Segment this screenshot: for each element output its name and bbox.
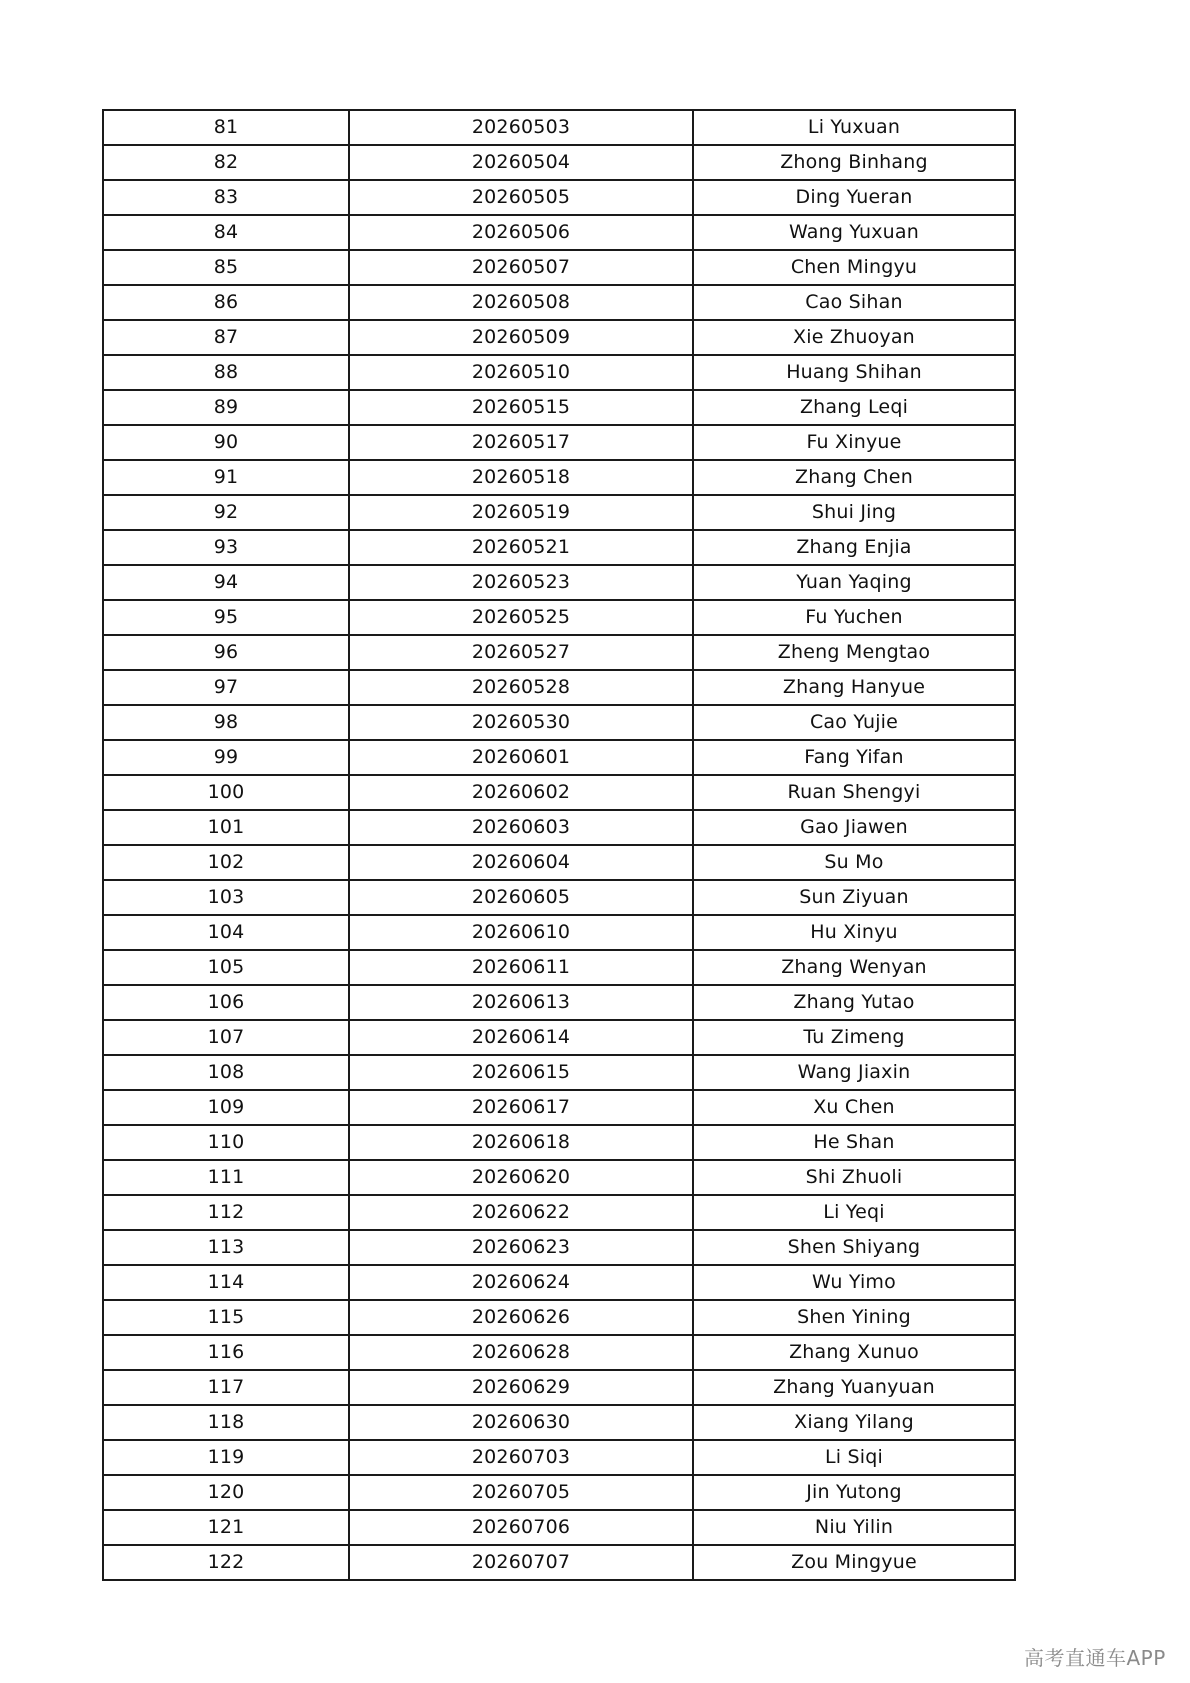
table-row (103, 670, 1015, 705)
student-id-cell: 20260624 (349, 1265, 693, 1300)
student-name-cell: Su Mo (693, 845, 1015, 880)
student-id-cell: 20260605 (349, 880, 693, 915)
table-row (103, 530, 1015, 565)
row-number-cell: 93 (103, 530, 349, 565)
row-number-cell: 85 (103, 250, 349, 285)
student-name-cell: Zou Mingyue (693, 1545, 1015, 1580)
row-number-cell: 103 (103, 880, 349, 915)
table-row (103, 915, 1015, 950)
row-number-cell: 99 (103, 740, 349, 775)
student-id-cell: 20260629 (349, 1370, 693, 1405)
student-id-cell: 20260503 (349, 110, 693, 145)
row-number-cell: 119 (103, 1440, 349, 1475)
row-number-cell: 101 (103, 810, 349, 845)
table-row (103, 1125, 1015, 1160)
table-row (103, 460, 1015, 495)
student-id-cell: 20260623 (349, 1230, 693, 1265)
student-name-cell: Ding Yueran (693, 180, 1015, 215)
student-id-cell: 20260528 (349, 670, 693, 705)
student-id-cell: 20260515 (349, 390, 693, 425)
student-name-cell: Fu Xinyue (693, 425, 1015, 460)
row-number-cell: 96 (103, 635, 349, 670)
student-id-cell: 20260523 (349, 565, 693, 600)
student-id-cell: 20260626 (349, 1300, 693, 1335)
table-row (103, 1475, 1015, 1510)
student-name-cell: Zhang Yutao (693, 985, 1015, 1020)
row-number-cell: 100 (103, 775, 349, 810)
student-name-cell: Li Yuxuan (693, 110, 1015, 145)
table-row (103, 1265, 1015, 1300)
row-number-cell: 91 (103, 460, 349, 495)
watermark-text: 高考直通车APP (1024, 1646, 1166, 1670)
student-id-cell: 20260707 (349, 1545, 693, 1580)
student-id-cell: 20260620 (349, 1160, 693, 1195)
student-name-cell: Huang Shihan (693, 355, 1015, 390)
student-name-cell: Xiang Yilang (693, 1405, 1015, 1440)
student-name-cell: Xu Chen (693, 1090, 1015, 1125)
student-name-cell: Shui Jing (693, 495, 1015, 530)
row-number-cell: 83 (103, 180, 349, 215)
student-name-cell: Zhang Enjia (693, 530, 1015, 565)
table-row (103, 1335, 1015, 1370)
student-name-cell: He Shan (693, 1125, 1015, 1160)
row-number-cell: 84 (103, 215, 349, 250)
student-id-cell: 20260518 (349, 460, 693, 495)
student-id-cell: 20260602 (349, 775, 693, 810)
table-row (103, 110, 1015, 145)
row-number-cell: 92 (103, 495, 349, 530)
row-number-cell: 89 (103, 390, 349, 425)
row-number-cell: 87 (103, 320, 349, 355)
table-row (103, 1370, 1015, 1405)
roster-table-body (103, 110, 1015, 1580)
row-number-cell: 112 (103, 1195, 349, 1230)
row-number-cell: 94 (103, 565, 349, 600)
table-row (103, 320, 1015, 355)
student-name-cell: Ruan Shengyi (693, 775, 1015, 810)
student-id-cell: 20260613 (349, 985, 693, 1020)
student-name-cell: Chen Mingyu (693, 250, 1015, 285)
row-number-cell: 117 (103, 1370, 349, 1405)
student-name-cell: Cao Yujie (693, 705, 1015, 740)
student-id-cell: 20260705 (349, 1475, 693, 1510)
table-row (103, 880, 1015, 915)
row-number-cell: 111 (103, 1160, 349, 1195)
table-row (103, 810, 1015, 845)
table-row (103, 600, 1015, 635)
table-row (103, 1405, 1015, 1440)
table-row (103, 565, 1015, 600)
table-row (103, 250, 1015, 285)
student-id-cell: 20260628 (349, 1335, 693, 1370)
row-number-cell: 86 (103, 285, 349, 320)
table-row (103, 1160, 1015, 1195)
student-name-cell: Tu Zimeng (693, 1020, 1015, 1055)
row-number-cell: 113 (103, 1230, 349, 1265)
student-name-cell: Zhang Hanyue (693, 670, 1015, 705)
student-name-cell: Li Siqi (693, 1440, 1015, 1475)
student-name-cell: Zhang Yuanyuan (693, 1370, 1015, 1405)
table-row (103, 1440, 1015, 1475)
student-name-cell: Shi Zhuoli (693, 1160, 1015, 1195)
table-row (103, 495, 1015, 530)
table-row (103, 950, 1015, 985)
student-name-cell: Wang Yuxuan (693, 215, 1015, 250)
student-name-cell: Yuan Yaqing (693, 565, 1015, 600)
row-number-cell: 90 (103, 425, 349, 460)
student-name-cell: Xie Zhuoyan (693, 320, 1015, 355)
row-number-cell: 120 (103, 1475, 349, 1510)
student-name-cell: Zheng Mengtao (693, 635, 1015, 670)
student-id-cell: 20260610 (349, 915, 693, 950)
table-row (103, 1300, 1015, 1335)
student-id-cell: 20260618 (349, 1125, 693, 1160)
row-number-cell: 108 (103, 1055, 349, 1090)
student-id-cell: 20260603 (349, 810, 693, 845)
student-name-cell: Sun Ziyuan (693, 880, 1015, 915)
row-number-cell: 102 (103, 845, 349, 880)
student-id-cell: 20260506 (349, 215, 693, 250)
table-row (103, 1545, 1015, 1580)
row-number-cell: 115 (103, 1300, 349, 1335)
row-number-cell: 81 (103, 110, 349, 145)
student-id-cell: 20260617 (349, 1090, 693, 1125)
row-number-cell: 88 (103, 355, 349, 390)
student-name-cell: Shen Shiyang (693, 1230, 1015, 1265)
student-id-cell: 20260521 (349, 530, 693, 565)
table-row (103, 390, 1015, 425)
table-row (103, 1090, 1015, 1125)
row-number-cell: 116 (103, 1335, 349, 1370)
student-id-cell: 20260519 (349, 495, 693, 530)
student-id-cell: 20260622 (349, 1195, 693, 1230)
student-name-cell: Li Yeqi (693, 1195, 1015, 1230)
student-name-cell: Cao Sihan (693, 285, 1015, 320)
student-id-cell: 20260614 (349, 1020, 693, 1055)
roster-table (102, 109, 1016, 1581)
row-number-cell: 114 (103, 1265, 349, 1300)
table-row (103, 1230, 1015, 1265)
student-name-cell: Wu Yimo (693, 1265, 1015, 1300)
row-number-cell: 109 (103, 1090, 349, 1125)
row-number-cell: 95 (103, 600, 349, 635)
student-id-cell: 20260504 (349, 145, 693, 180)
student-id-cell: 20260507 (349, 250, 693, 285)
student-id-cell: 20260530 (349, 705, 693, 740)
student-id-cell: 20260611 (349, 950, 693, 985)
student-id-cell: 20260505 (349, 180, 693, 215)
student-id-cell: 20260525 (349, 600, 693, 635)
student-id-cell: 20260508 (349, 285, 693, 320)
row-number-cell: 82 (103, 145, 349, 180)
student-id-cell: 20260509 (349, 320, 693, 355)
row-number-cell: 98 (103, 705, 349, 740)
table-row (103, 145, 1015, 180)
student-id-cell: 20260510 (349, 355, 693, 390)
student-name-cell: Gao Jiawen (693, 810, 1015, 845)
table-row (103, 740, 1015, 775)
table-row (103, 425, 1015, 460)
table-row (103, 180, 1015, 215)
student-name-cell: Fu Yuchen (693, 600, 1015, 635)
student-id-cell: 20260703 (349, 1440, 693, 1475)
table-row (103, 215, 1015, 250)
row-number-cell: 97 (103, 670, 349, 705)
student-name-cell: Zhang Xunuo (693, 1335, 1015, 1370)
student-name-cell: Zhang Leqi (693, 390, 1015, 425)
student-name-cell: Jin Yutong (693, 1475, 1015, 1510)
table-row (103, 1020, 1015, 1055)
student-name-cell: Zhang Chen (693, 460, 1015, 495)
student-id-cell: 20260615 (349, 1055, 693, 1090)
student-id-cell: 20260527 (349, 635, 693, 670)
table-row (103, 705, 1015, 740)
row-number-cell: 110 (103, 1125, 349, 1160)
student-id-cell: 20260517 (349, 425, 693, 460)
row-number-cell: 106 (103, 985, 349, 1020)
student-name-cell: Wang Jiaxin (693, 1055, 1015, 1090)
table-row (103, 775, 1015, 810)
table-row (103, 1510, 1015, 1545)
row-number-cell: 105 (103, 950, 349, 985)
student-name-cell: Zhang Wenyan (693, 950, 1015, 985)
table-row (103, 985, 1015, 1020)
row-number-cell: 121 (103, 1510, 349, 1545)
student-name-cell: Shen Yining (693, 1300, 1015, 1335)
table-row (103, 635, 1015, 670)
student-name-cell: Hu Xinyu (693, 915, 1015, 950)
table-row (103, 845, 1015, 880)
table-row (103, 355, 1015, 390)
row-number-cell: 107 (103, 1020, 349, 1055)
row-number-cell: 118 (103, 1405, 349, 1440)
row-number-cell: 122 (103, 1545, 349, 1580)
table-row (103, 1055, 1015, 1090)
student-name-cell: Fang Yifan (693, 740, 1015, 775)
student-id-cell: 20260601 (349, 740, 693, 775)
table-row (103, 285, 1015, 320)
student-id-cell: 20260630 (349, 1405, 693, 1440)
student-name-cell: Niu Yilin (693, 1510, 1015, 1545)
student-id-cell: 20260604 (349, 845, 693, 880)
student-id-cell: 20260706 (349, 1510, 693, 1545)
table-row (103, 1195, 1015, 1230)
student-name-cell: Zhong Binhang (693, 145, 1015, 180)
row-number-cell: 104 (103, 915, 349, 950)
